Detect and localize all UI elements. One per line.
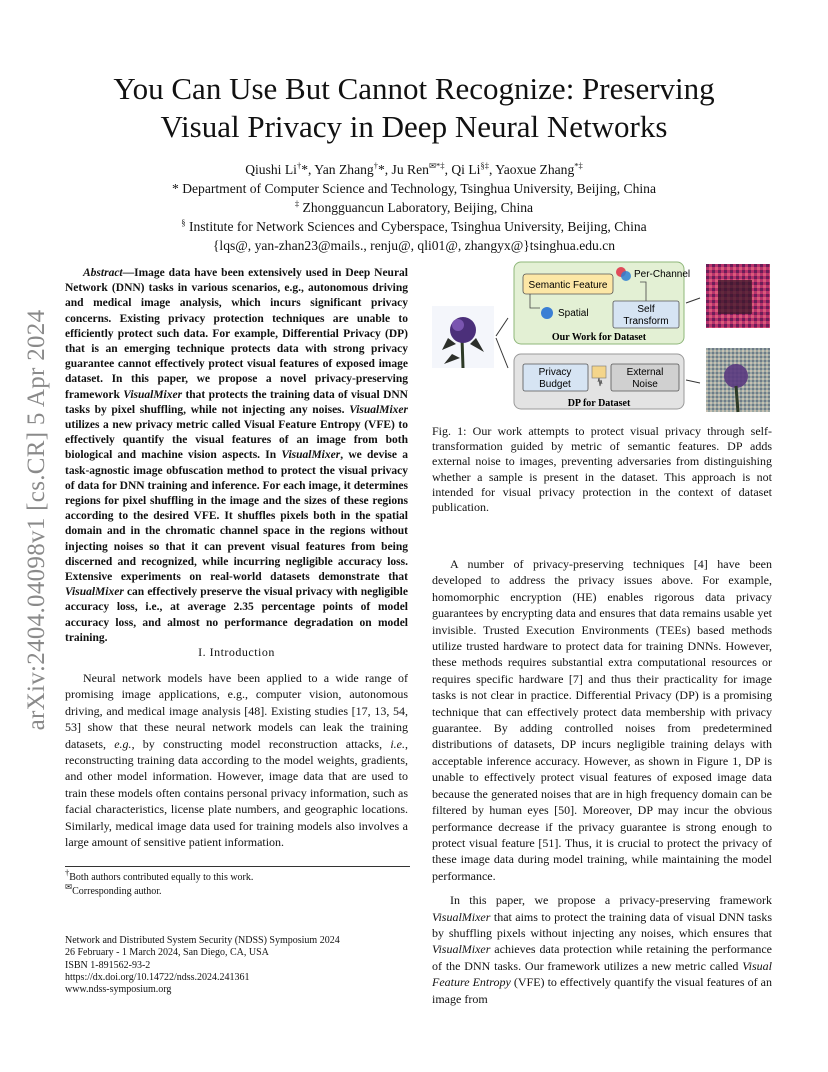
our-work-caption: Our Work for Dataset	[551, 332, 647, 343]
noisy-image	[706, 348, 770, 412]
section-heading-introduction: I. Introduction	[198, 645, 275, 659]
affiliation-1: * Department of Computer Science and Technology, Tsinghua University, Beijing, China	[172, 181, 656, 196]
svg-text:Budget: Budget	[539, 379, 571, 390]
dp-caption: DP for Dataset	[567, 398, 631, 409]
chart-icon	[592, 366, 606, 378]
paper-title	[60, 70, 768, 146]
figure-1-caption: Fig. 1: Our work attempts to protect visual privacy through self-transformation guided by metric of semantic features. DP adds external noise to images, preventing adversaries from distinguishing whether a sample is present in the dataset. This approach is not intended for visual privacy protection in the context of dataset publication.	[432, 424, 772, 515]
svg-text:Privacy: Privacy	[538, 367, 572, 378]
footnote-1: †Both authors contributed equally to this work.	[65, 867, 254, 883]
svg-text:Noise: Noise	[632, 379, 658, 390]
author-list: Qiushi Li†*, Yan Zhang†*, Ju Ren✉*‡, Qi Li§‡, Yaoxue Zhang*‡	[245, 160, 583, 177]
spatial-label: Spatial	[558, 308, 589, 319]
dp-panel	[514, 354, 684, 409]
title-line-2: Visual Privacy in Deep Neural Networks	[160, 109, 668, 144]
arxiv-stamp: arXiv:2404.04098v1 [cs.CR] 5 Apr 2024	[23, 309, 50, 731]
footnote-2: ✉Corresponding author.	[65, 881, 162, 897]
semantic-feature-label: Semantic Feature	[528, 280, 608, 291]
original-image	[432, 306, 494, 368]
author-emails: {lqs@, yan-zhan23@mails., renju@, qli01@, zhangyx@}tsinghua.edu.cn	[212, 238, 616, 253]
right-column-text	[432, 556, 772, 1007]
svg-text:Transform: Transform	[623, 316, 669, 327]
footnotes	[65, 867, 408, 899]
spatial-icon	[541, 307, 553, 319]
our-work-panel	[514, 262, 690, 344]
figure-1	[430, 258, 775, 418]
introduction-text: Neural network models have been applied to a wide range of promising image applications, e.g., computer vision, autonomous driving, and medical image analysis [48]. Existing studies [17, 13, 54, 53] show that these neural network models can leak the training datasets, e.g., by constructing model reconstruction attacks, i.e., reconstructing training data according to the model weights, gradients, and other model information. However, image data that are used to train these models often contains personal privacy information, such as facial characteristics, license plate numbers, and geographic locations. Similarly, medical image data used for training models also involves a large amount of sensitive patient information.	[65, 671, 408, 850]
paragraph-techniques: A number of privacy-preserving techniques [4] have been developed to address the privacy issues above. For example, homomorphic encryption (HE) enables rigorous data privacy guarantees by encrypting data and ensures that data remains usable yet invisible. Trusted Execution Environments (TEEs) based methods utilize trusted hardware to protect data for training DNNs. However, these methods requires substantial extra computational resources or requires specific hardware [7] and thus their practicality for image tasks is not clear in practice. Differential Privacy (DP) is a promising technique that can effectively protect data membership with privacy guarantee. By adding controlled noises from predetermined distributions of datasets, DP incurs negligible training delays with acceptable inference accuracy. However, as shown in Figure 1, DP is unable to effectively protect visual features of exposed image data because the generated noises that are in high frequency domain can be filtered by human eyes [50]. Moreover, DP may incur the obvious performance decrease if the privacy guarantee is strong enough to protect visual feature [51]. Thus, it is crucial to protect the privacy of these image data during model training, while maintaining the model performance.	[432, 557, 772, 883]
title-line-1: You Can Use But Cannot Recognize: Preserving	[113, 71, 715, 106]
svg-text:External: External	[626, 367, 664, 378]
affiliation-3: § Institute for Network Sciences and Cyberspace, Tsinghua University, Beijing, China	[181, 217, 647, 234]
paragraph-proposal: In this paper, we propose a privacy-preserving framework VisualMixer that aims to protect the training data of visual DNN tasks by shuffling pixels without injecting any noises, which ensures that VisualMixer achieves data protection while retaining the performance of the DNN tasks. Our framework utilizes a new metric called Visual Feature Entropy (VFE) to effectively quantify the visual features of an image from	[432, 893, 772, 1006]
conference-info: Network and Distributed System Security (NDSS) Symposium 2024 26 February - 1 March 2024, San Diego, CA, USA ISBN 1-891562-93-2 https://dx.doi.org/10.14722/ndss.2024.241361 www.ndss-symposium.org	[65, 935, 340, 996]
author-block	[60, 160, 768, 255]
footnote-divider	[65, 866, 410, 867]
affiliation-2: ‡ Zhongguancun Laboratory, Beijing, China	[294, 198, 534, 215]
abstract: Abstract—Image data have been extensively used in Deep Neural Network (DNN) tasks in various scenarios, e.g., autonomous driving and medical image analysis, which incurs significant privacy concerns. Existing privacy protection techniques are unable to efficiently protect such data. For example, Differential Privacy (DP) that is an emerging technique protects data with strong privacy guarantee cannot effectively protect visual features of exposed image dataset. In this paper, we propose a novel privacy-preserving framework VisualMixer that protects the training data of visual DNN tasks by pixel shuffling, while not injecting any noises. VisualMixer utilizes a new privacy metric called Visual Feature Entropy (VFE) to effectively quantify the visual features of an image from both biological and machine vision aspects. In VisualMixer, we devise a task-agnostic image obfuscation method to protect the visual privacy of data for DNN training and inference. For each image, it determines regions for pixel shuffling in the image and the sizes of these regions according to the desired VFE. It shuffles pixels both in the spatial domain and in the chromatic channel space in the regions without injecting noises so that it can prevent visual features from being discerned and recognized, while incurring negligible accuracy loss. Extensive experiments on real-world datasets demonstrate that VisualMixer can effectively preserve the visual privacy with negligible accuracy loss, i.e., at average 2.35 percentage points of model accuracy loss, and almost no performance degradation on model training.	[65, 267, 408, 644]
svg-text:Self: Self	[637, 304, 655, 315]
per-channel-label: Per-Channel	[634, 269, 691, 280]
